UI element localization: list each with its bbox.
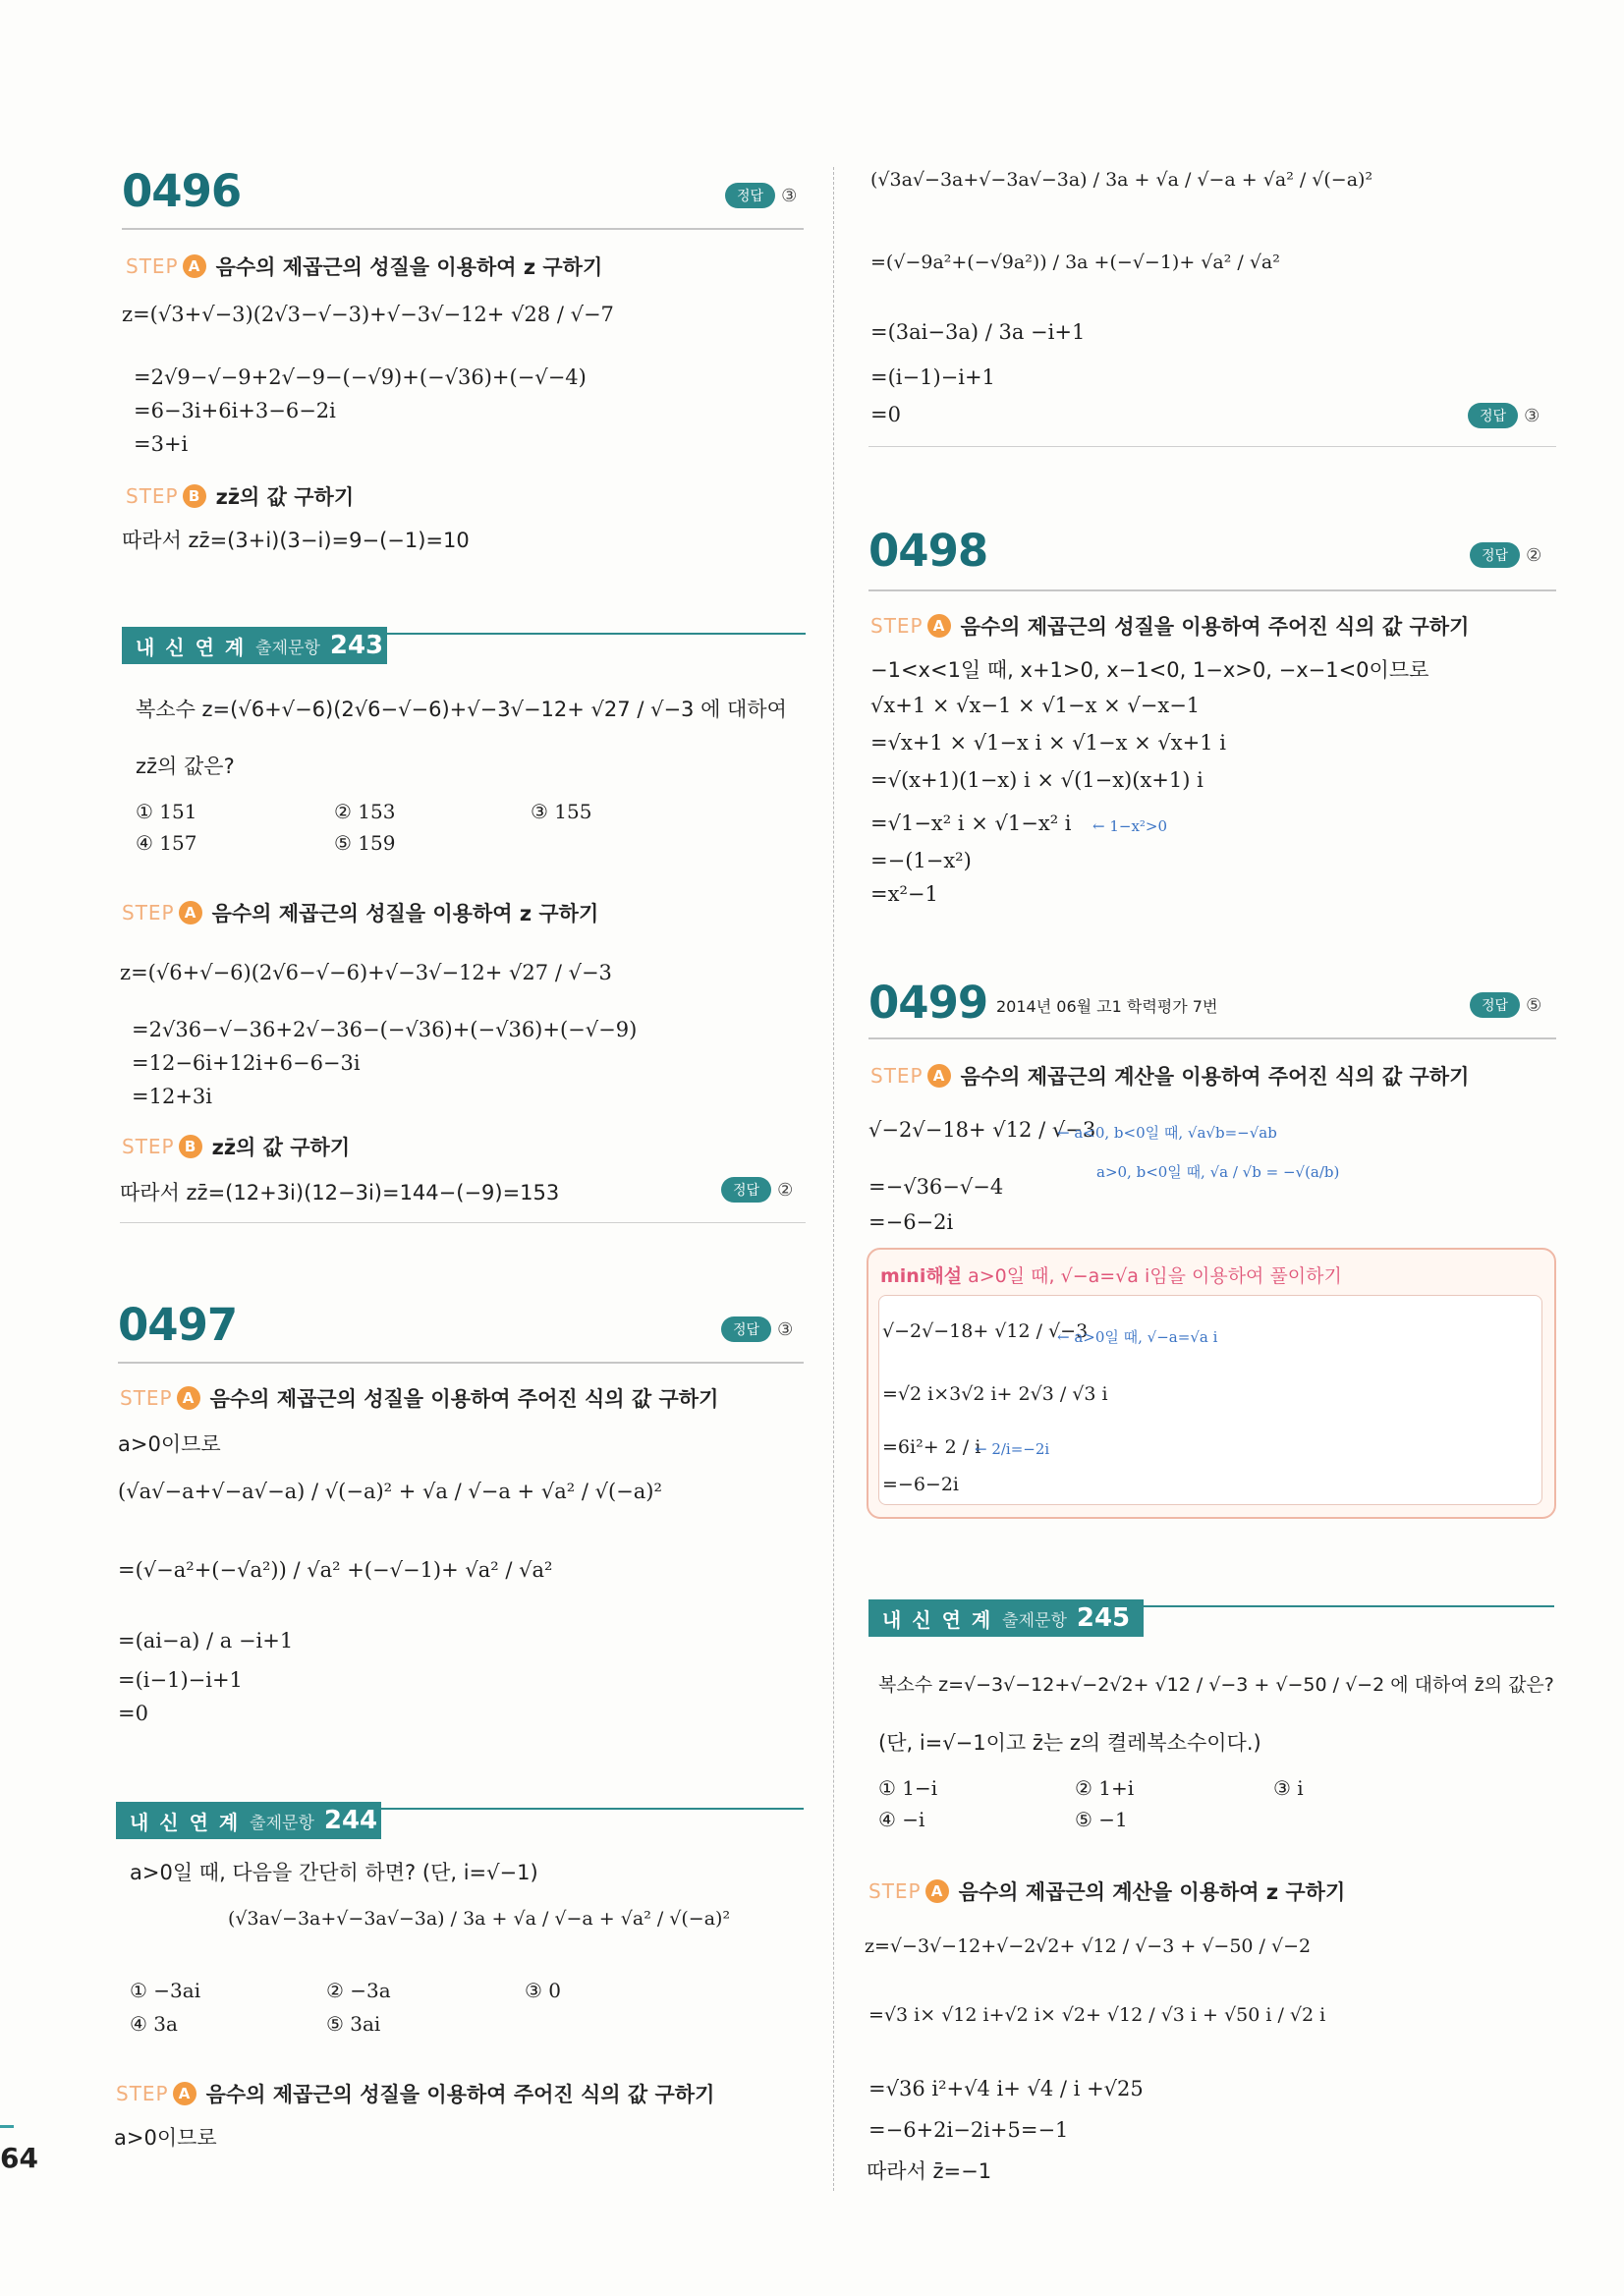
equation-line: −1<x<1일 때, x+1>0, x−1<0, 1−x>0, −x−1<0이므로 xyxy=(870,658,1429,682)
naesin-sub: 출제문항 xyxy=(255,638,320,658)
equation-line: =√36 i²+√4 i+ √4 / i +√25 xyxy=(868,2077,1144,2100)
mini-label: mini해설 xyxy=(880,1265,963,1287)
step-a-heading xyxy=(870,611,1469,641)
equation-line: (√a√−a+√−a√−a) / √(−a)² + √a / √−a + √a² / √(−a)² xyxy=(118,1480,662,1503)
problem-number: 0496 xyxy=(122,165,242,217)
equation-line: =−(1−x²) xyxy=(870,849,972,872)
step-letter: B xyxy=(179,1135,202,1158)
question-text: (단, i=√−1이고 z̄는 z의 켤레복소수이다.) xyxy=(878,1731,1261,1755)
choice-5[interactable]: ⑤ 159 xyxy=(334,831,396,855)
equation-line: =2√36−√−36+2√−36−(−√36)+(−√36)+(−√−9) xyxy=(132,1018,638,1041)
problem-number: 0499 xyxy=(868,977,988,1029)
naesin-box xyxy=(116,1802,381,1839)
equation-line: =√2 i×3√2 i+ 2√3 / √3 i xyxy=(882,1383,1108,1405)
conclusion-text: 따라서 z̄=−1 xyxy=(867,2159,992,2183)
step-title: 음수의 제곱근의 성질을 이용하여 주어진 식의 값 구하기 xyxy=(960,615,1470,639)
naesin-label: 내 신 연 계 xyxy=(136,635,247,659)
conclusion-text: 따라서 zz̄=(12+3i)(12−3i)=144−(−9)=153 xyxy=(120,1181,560,1204)
step-letter: A xyxy=(925,1879,949,1903)
equation-line: (√3a√−3a+√−3a√−3a) / 3a + √a / √−a + √a² / √(−a)² xyxy=(870,169,1373,191)
answer-label: 정답 xyxy=(721,1177,771,1203)
answer-label: 정답 xyxy=(1470,542,1520,568)
choice-1[interactable]: ① −3ai xyxy=(130,1979,201,2002)
naesin-number: 245 xyxy=(1076,1603,1131,1633)
equation-line: =12+3i xyxy=(132,1085,212,1108)
question-text: zz̄의 값은? xyxy=(136,755,235,778)
choice-1[interactable]: ① 151 xyxy=(136,800,197,823)
answer-label: 정답 xyxy=(1468,403,1518,428)
section-rule xyxy=(868,446,1556,447)
side-note: ← a<0, b<0일 때, √a√b=−√ab xyxy=(1057,1124,1277,1142)
equation-line: =−√36−√−4 xyxy=(868,1175,1004,1199)
step-word: STEP xyxy=(122,901,175,924)
page-edge-marker xyxy=(0,2125,14,2128)
equation-line: =0 xyxy=(870,403,901,426)
step-letter: A xyxy=(183,254,206,278)
question-text: 복소수 z=√−3√−12+√−2√2+ √12 / √−3 + √−50 / √−2 에 대하여 z̄의 값은? xyxy=(878,1674,1554,1696)
step-a-heading xyxy=(116,2079,714,2108)
choice-4[interactable]: ④ 157 xyxy=(136,831,197,855)
choice-4[interactable]: ④ −i xyxy=(878,1808,925,1831)
page-number: 64 xyxy=(0,2142,38,2174)
step-title: 음수의 제곱근의 성질을 이용하여 z 구하기 xyxy=(211,902,599,925)
choice-5[interactable]: ⑤ 3ai xyxy=(326,2012,381,2036)
answer-badge xyxy=(1468,403,1540,428)
question-text: a>0일 때, 다음을 간단히 하면? (단, i=√−1) xyxy=(130,1861,538,1884)
answer-badge xyxy=(725,183,797,208)
mini-solution-title xyxy=(880,1261,1342,1288)
side-note: ← 2/i=−2i xyxy=(975,1440,1050,1458)
naesin-sub: 출제문항 xyxy=(1002,1610,1067,1631)
choice-4[interactable]: ④ 3a xyxy=(130,2012,178,2036)
equation-line: z=(√6+√−6)(2√6−√−6)+√−3√−12+ √27 / √−3 xyxy=(120,961,612,984)
step-letter: B xyxy=(183,484,206,508)
step-a-heading xyxy=(870,1061,1469,1091)
step-title: 음수의 제곱근의 성질을 이용하여 z 구하기 xyxy=(215,255,603,279)
equation-line: =6i²+ 2 / i xyxy=(882,1436,981,1458)
step-title: zz̄의 값 구하기 xyxy=(211,1136,351,1159)
naesin-box xyxy=(122,627,387,664)
equation-line: =6−3i+6i+3−6−2i xyxy=(134,399,336,422)
choice-1[interactable]: ① 1−i xyxy=(878,1776,938,1800)
equation-line: =−6−2i xyxy=(868,1210,954,1234)
equation-line: =−6+2i−2i+5=−1 xyxy=(868,2118,1069,2142)
section-rule xyxy=(868,1037,1556,1039)
answer-badge xyxy=(1470,992,1541,1018)
equation-line: √−2√−18+ √12 / √−3 xyxy=(882,1320,1089,1342)
step-a-heading xyxy=(126,252,602,281)
answer-value: ③ xyxy=(1524,405,1540,426)
naesin-box xyxy=(868,1599,1144,1637)
equation-line: =√x+1 × √1−x i × √1−x × √x+1 i xyxy=(870,731,1226,755)
answer-value: ② xyxy=(1526,544,1542,566)
equation-line: =(ai−a) / a −i+1 xyxy=(118,1629,294,1652)
step-word: STEP xyxy=(870,614,924,638)
naesin-rule xyxy=(1130,1605,1554,1607)
equation-line: √x+1 × √x−1 × √1−x × √−x−1 xyxy=(870,694,1201,717)
step-word: STEP xyxy=(116,2082,169,2105)
answer-value: ⑤ xyxy=(1526,994,1542,1016)
conclusion-text: 따라서 zz̄=(3+i)(3−i)=9−(−1)=10 xyxy=(122,529,470,552)
choice-2[interactable]: ② −3a xyxy=(326,1979,391,2002)
equation-line: √−2√−18+ √12 / √−3 xyxy=(868,1118,1096,1142)
naesin-sub: 출제문항 xyxy=(250,1813,314,1833)
choice-5[interactable]: ⑤ −1 xyxy=(1075,1808,1128,1831)
equation-line: =3+i xyxy=(134,432,189,456)
naesin-label: 내 신 연 계 xyxy=(882,1607,993,1632)
step-a-heading xyxy=(120,1383,718,1413)
section-rule xyxy=(120,1222,806,1223)
side-note: a>0, b<0일 때, √a / √b = −√(a/b) xyxy=(1096,1163,1340,1181)
side-note: ← 1−x²>0 xyxy=(1092,817,1168,835)
problem-number: 0498 xyxy=(868,525,988,577)
mini-title-text: a>0일 때, √−a=√a i임을 이용하여 풀이하기 xyxy=(968,1265,1342,1287)
step-letter: A xyxy=(177,1386,200,1410)
equation-line: =(i−1)−i+1 xyxy=(118,1668,243,1692)
step-title: 음수의 제곱근의 성질을 이용하여 주어진 식의 값 구하기 xyxy=(205,2083,715,2106)
equation-line: =0 xyxy=(118,1702,148,1725)
naesin-number: 243 xyxy=(329,631,384,660)
step-letter: A xyxy=(179,901,202,924)
naesin-rule xyxy=(373,633,806,635)
section-rule xyxy=(868,589,1556,591)
step-word: STEP xyxy=(122,1135,175,1158)
intro-text: a>0이므로 xyxy=(118,1432,221,1456)
equation-line: z=(√3+√−3)(2√3−√−3)+√−3√−12+ √28 / √−7 xyxy=(122,303,614,326)
step-word: STEP xyxy=(120,1386,173,1410)
step-title: 음수의 제곱근의 계산을 이용하여 주어진 식의 값 구하기 xyxy=(960,1065,1470,1089)
step-title: zz̄의 값 구하기 xyxy=(215,485,355,509)
equation-line: =−6−2i xyxy=(882,1474,960,1495)
naesin-label: 내 신 연 계 xyxy=(130,1810,241,1834)
choice-3[interactable]: ③ 0 xyxy=(525,1979,562,2002)
answer-label: 정답 xyxy=(725,183,775,208)
question-expression: (√3a√−3a+√−3a√−3a) / 3a + √a / √−a + √a² / √(−a)² xyxy=(228,1908,731,1930)
equation-line: =(√−a²+(−√a²)) / √a² +(−√−1)+ √a² / √a² xyxy=(118,1558,553,1582)
source-text: 2014년 06월 고1 학력평가 7번 xyxy=(996,997,1218,1016)
equation-line: =√1−x² i × √1−x² i xyxy=(870,812,1072,835)
equation-line: =2√9−√−9+2√−9−(−√9)+(−√36)+(−√−4) xyxy=(134,365,587,389)
answer-value: ③ xyxy=(781,185,798,206)
step-word: STEP xyxy=(126,254,179,278)
side-note: ← a>0일 때, √−a=√a i xyxy=(1057,1328,1218,1346)
choice-3[interactable]: ③ i xyxy=(1273,1776,1304,1800)
equation-line: =x²−1 xyxy=(870,882,938,906)
equation-line: =(i−1)−i+1 xyxy=(870,365,995,389)
step-letter: A xyxy=(927,1064,951,1088)
section-rule xyxy=(118,1362,804,1364)
step-letter: A xyxy=(927,614,951,638)
answer-badge xyxy=(721,1177,793,1203)
answer-label: 정답 xyxy=(721,1316,771,1342)
choice-2[interactable]: ② 153 xyxy=(334,800,396,823)
answer-badge xyxy=(1470,542,1541,568)
step-title: 음수의 제곱근의 성질을 이용하여 주어진 식의 값 구하기 xyxy=(209,1387,719,1411)
equation-line: =√3 i× √12 i+√2 i× √2+ √12 / √3 i + √50 i / √2 i xyxy=(868,2004,1326,2026)
equation-line: =√(x+1)(1−x) i × √(1−x)(x+1) i xyxy=(870,768,1204,792)
equation-line: =(√−9a²+(−√9a²)) / 3a +(−√−1)+ √a² / √a² xyxy=(870,252,1280,273)
problem-number: 0497 xyxy=(118,1299,238,1351)
choice-2[interactable]: ② 1+i xyxy=(1075,1776,1135,1800)
step-b-heading xyxy=(122,1132,350,1161)
step-word: STEP xyxy=(870,1064,924,1088)
answer-value: ② xyxy=(777,1179,794,1201)
column-divider xyxy=(833,167,834,2191)
step-b-heading xyxy=(126,481,354,511)
equation-line: z=√−3√−12+√−2√2+ √12 / √−3 + √−50 / √−2 xyxy=(865,1935,1312,1957)
step-word: STEP xyxy=(868,1879,922,1903)
step-a-heading xyxy=(122,898,598,927)
naesin-rule xyxy=(367,1808,804,1810)
answer-badge xyxy=(721,1316,793,1342)
section-rule xyxy=(122,228,804,230)
answer-label: 정답 xyxy=(1470,992,1520,1018)
question-text: 복소수 z=(√6+√−6)(2√6−√−6)+√−3√−12+ √27 / √−3 에 대하여 xyxy=(136,698,787,721)
answer-value: ③ xyxy=(777,1318,794,1340)
equation-line: =12−6i+12i+6−6−3i xyxy=(132,1051,361,1075)
step-word: STEP xyxy=(126,484,179,508)
equation-line: =(3ai−3a) / 3a −i+1 xyxy=(870,320,1086,344)
intro-text: a>0이므로 xyxy=(114,2126,217,2150)
naesin-number: 244 xyxy=(323,1806,378,1835)
step-a-heading xyxy=(868,1876,1345,1906)
choice-3[interactable]: ③ 155 xyxy=(531,800,592,823)
step-letter: A xyxy=(173,2082,196,2105)
step-title: 음수의 제곱근의 계산을 이용하여 z 구하기 xyxy=(958,1880,1346,1904)
